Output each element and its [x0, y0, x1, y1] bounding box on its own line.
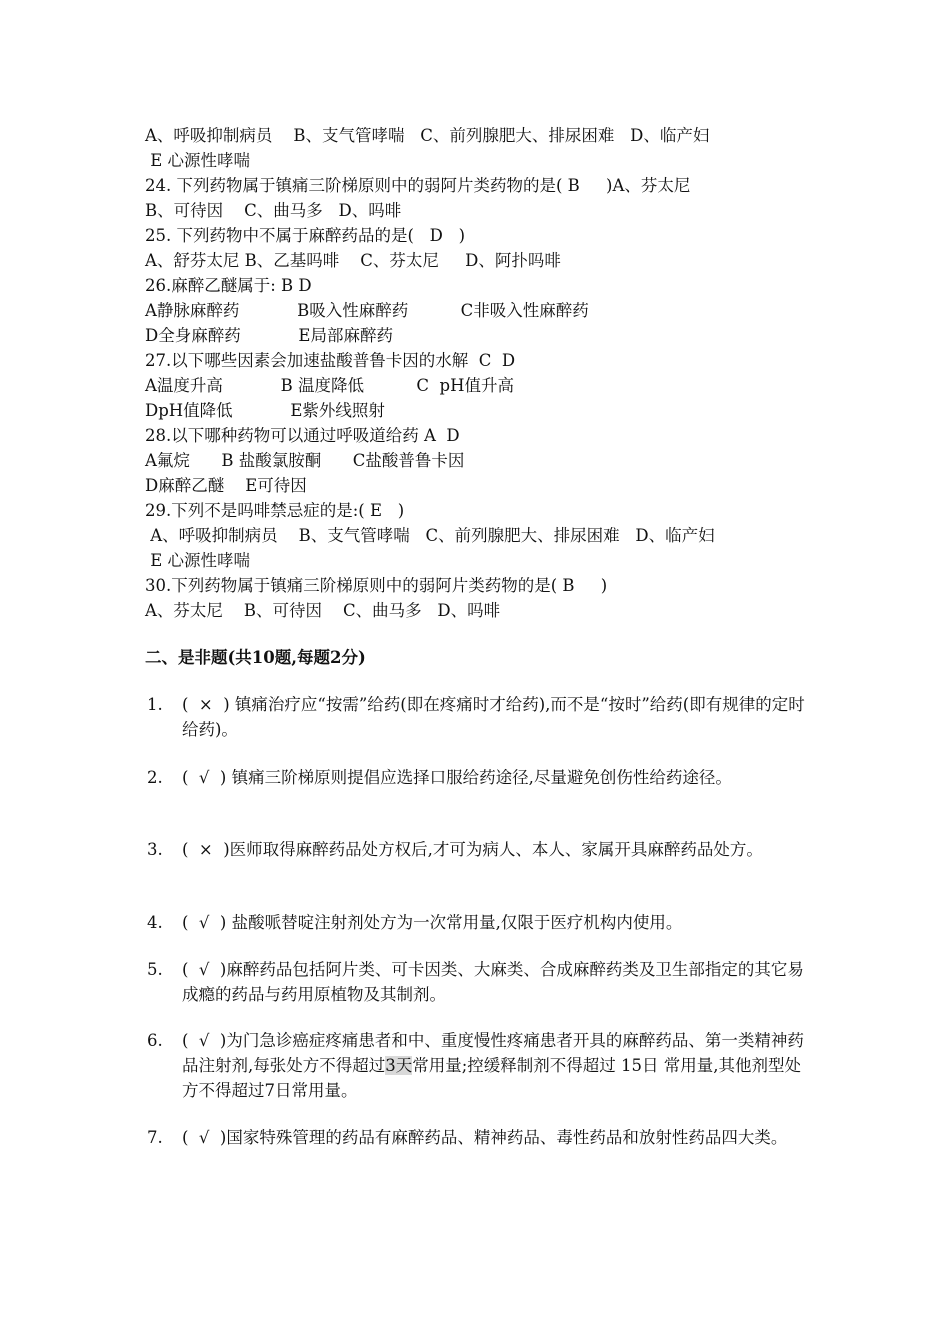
question-27: 27.以下哪些因素会加速盐酸普鲁卡因的水解 C D: [145, 351, 516, 370]
option-line: A温度升高 B 温度降低 C pH值升高: [145, 376, 514, 395]
option-line: D麻醉乙醚 E可待因: [145, 476, 307, 495]
item-text: ( √ ) 镇痛三阶梯原则提倡应选择口服给药途径,尽量避免创伤性给药途径。: [182, 768, 732, 787]
item-text-part: ( √ )为门急诊癌症疼痛患者和中、重度慢性疼痛患者开具的麻醉药品、第一类精神药品注射剂,每张处方不得超过: [182, 1031, 804, 1075]
item-text: ( √ ) 盐酸哌替啶注射剂处方为一次常用量,仅限于医疗机构内使用。: [182, 913, 683, 932]
item-number: 1.: [147, 695, 163, 714]
option-line: D全身麻醉药 E局部麻醉药: [145, 326, 393, 345]
question-24: 24. 下列药物属于镇痛三阶梯原则中的弱阿片类药物的是( B )A、芬太尼: [145, 176, 691, 195]
item-number: 7.: [147, 1128, 163, 1147]
item-number: 5.: [147, 960, 163, 979]
section-title: 二、是非题(共10题,每题2分): [145, 648, 366, 667]
item-text: ( √ )麻醉药品包括阿片类、可卡因类、大麻类、合成麻醉药类及卫生部指定的其它易成瘾的药品与药用原植物及其制剂。: [182, 960, 804, 1004]
question-26: 26.麻醉乙醚属于: B D: [145, 276, 312, 295]
item-number: 3.: [147, 840, 163, 859]
item-number: 6.: [147, 1031, 163, 1050]
option-line: E 心源性哮喘: [145, 151, 251, 170]
option-line: B、可待因 C、曲马多 D、吗啡: [145, 201, 402, 220]
item-text: ( √ )国家特殊管理的药品有麻醉药品、精神药品、毒性药品和放射性药品四大类。: [182, 1128, 788, 1147]
question-29: 29.下列不是吗啡禁忌症的是:( E ): [145, 501, 405, 520]
item-number: 4.: [147, 913, 163, 932]
question-25: 25. 下列药物中不属于麻醉药品的是( D ): [145, 226, 466, 245]
option-line: A、呼吸抑制病员 B、支气管哮喘 C、前列腺肥大、排尿困难 D、临产妇: [145, 526, 715, 545]
item-text: ( × )医师取得麻醉药品处方权后,才可为病人、本人、家属开具麻醉药品处方。: [182, 840, 763, 859]
option-line: A静脉麻醉药 B吸入性麻醉药 C非吸入性麻醉药: [145, 301, 589, 320]
option-line: A、芬太尼 B、可待因 C、曲马多 D、吗啡: [145, 601, 501, 620]
highlighted-text: 3天: [385, 1056, 413, 1075]
question-28: 28.以下哪种药物可以通过呼吸道给药 A D: [145, 426, 460, 445]
item-text: ( × ) 镇痛治疗应“按需”给药(即在疼痛时才给药),而不是“按时”给药(即有规律的定时给药)。: [182, 695, 805, 739]
option-line: DpH值降低 E紫外线照射: [145, 401, 385, 420]
option-line: A氟烷 B 盐酸氯胺酮 C盐酸普鲁卡因: [145, 451, 465, 470]
question-30: 30.下列药物属于镇痛三阶梯原则中的弱阿片类药物的是( B ): [145, 576, 608, 595]
option-line: A、呼吸抑制病员 B、支气管哮喘 C、前列腺肥大、排尿困难 D、临产妇: [145, 126, 710, 145]
option-line: A、舒芬太尼 B、乙基吗啡 C、芬太尼 D、阿扑吗啡: [145, 251, 561, 270]
item-text: [182, 1028, 810, 1103]
item-text-part: 常用量;控缓释制剂不得超过 15日 常用量,其他剂型处方不得超过7日常用量。: [182, 1056, 802, 1100]
option-line: E 心源性哮喘: [145, 551, 251, 570]
item-number: 2.: [147, 768, 163, 787]
